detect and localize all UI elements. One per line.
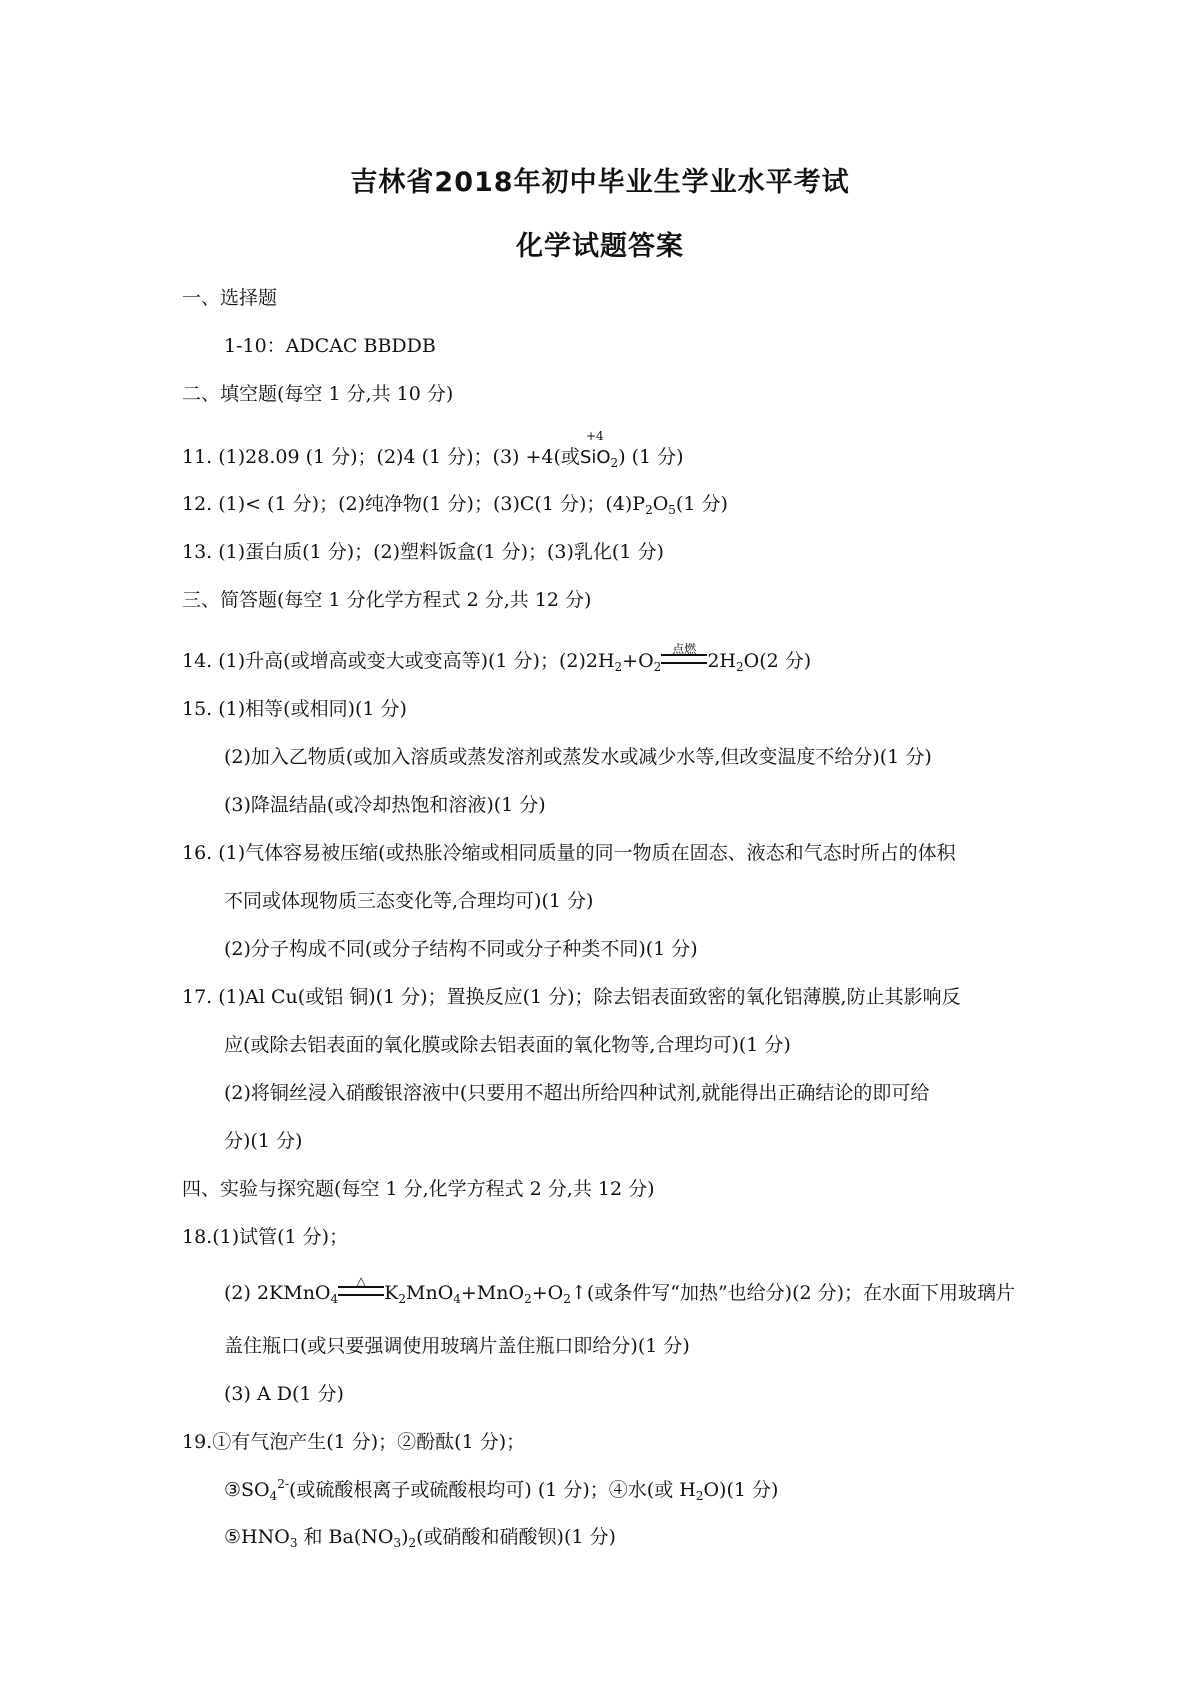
answer-13: 13. (1)蛋白质(1 分)；(2)塑料饭盒(1 分)；(3)乳化(1 分) (182, 541, 664, 563)
document-title: 吉林省2018年初中毕业生学业水平考试 (350, 167, 850, 198)
choice-answers: 1-10：ADCAC BBDDB (224, 335, 436, 357)
reaction-condition-arrow: △ (338, 1281, 384, 1299)
reaction-condition-arrow: 点燃 (661, 649, 707, 667)
answer-19-3: $⑤HNO_3$ 和 $Ba(NO_3)_2$(或硝酸和硝酸钡)(1 分) (224, 1526, 616, 1550)
answer-17-1b: 应(或除去铝表面的氧化膜或除去铝表面的氧化物等,合理均可)(1 分) (224, 1034, 791, 1056)
answer-14: 14. (1)升高(或增高或变大或变高等)(1 分)；$(2)2H_2+O_2$ 点燃 $2H_2O(2$ 分) (182, 642, 812, 674)
answer-16-1a: 16. (1)气体容易被压缩(或热胀冷缩或相同质量的同一物质在固态、液态和气态时所占的体积 (182, 842, 956, 864)
answer-19-1: 19.①有气泡产生(1 分)；②酚酞(1 分)； (182, 1431, 526, 1453)
answer-15-1: 15. (1)相等(或相同)(1 分) (182, 698, 407, 720)
answer-15-2: (2)加入乙物质(或加入溶质或蒸发溶剂或蒸发水或减少水等,但改变温度不给分)(1 分) (224, 746, 932, 768)
document-subtitle: 化学试题答案 (516, 231, 684, 262)
valence-notation: +4 SiO$_2$ (579, 429, 619, 470)
answer-18-3: (3) A D(1 分) (224, 1383, 344, 1405)
answer-15-3: (3)降温结晶(或冷却热饱和溶液)(1 分) (224, 794, 546, 816)
answer-17-2a: (2)将铜丝浸入硝酸银溶液中(只要用不超出所给四种试剂,就能得出正确结论的即可给 (224, 1082, 930, 1104)
section-heading-short-answer: 三、简答题(每空 1 分化学方程式 2 分,共 12 分) (182, 589, 592, 611)
section-heading-choice: 一、选择题 (182, 287, 278, 309)
answer-18-1: 18.(1)试管(1 分)； (182, 1226, 349, 1248)
section-heading-experiment: 四、实验与探究题(每空 1 分,化学方程式 2 分,共 12 分) (182, 1178, 655, 1200)
answer-19-2: $③SO_4^{2-}$(或硫酸根离子或硫酸根均可) (1 分)；④水(或 $H_2O)(1$ 分) (224, 1477, 779, 1503)
answer-18-2: (2) 2KMnO$_4$ △ $K_2MnO_4+MnO_2+O_2↑$(或条件写“加热”也给分)(2 分)；在水面下用玻璃片 (224, 1274, 1016, 1306)
answer-17-2b: 分)(1 分) (224, 1130, 303, 1152)
answer-16-2: (2)分子构成不同(或分子结构不同或分子种类不同)(1 分) (224, 938, 698, 960)
section-heading-fill: 二、填空题(每空 1 分,共 10 分) (182, 383, 454, 405)
answer-11: 11. (1)28.09 (1 分)；(2)4 (1 分)；(3) +4(或 +4 SiO$_2$) (1 分) (182, 429, 684, 470)
answer-12: 12. (1)< (1 分)；(2)纯净物(1 分)；(3)C(1 分)；$(4)P_2O_5(1$ 分) (182, 493, 728, 517)
answer-17-1a: 17. (1)Al Cu(或铝 铜)(1 分)；置换反应(1 分)；除去铝表面致密的氧化铝薄膜,防止其影响反 (182, 986, 961, 1008)
answer-16-1b: 不同或体现物质三态变化等,合理均可)(1 分) (224, 890, 594, 912)
answer-18-2b: 盖住瓶口(或只要强调使用玻璃片盖住瓶口即给分)(1 分) (224, 1335, 690, 1357)
